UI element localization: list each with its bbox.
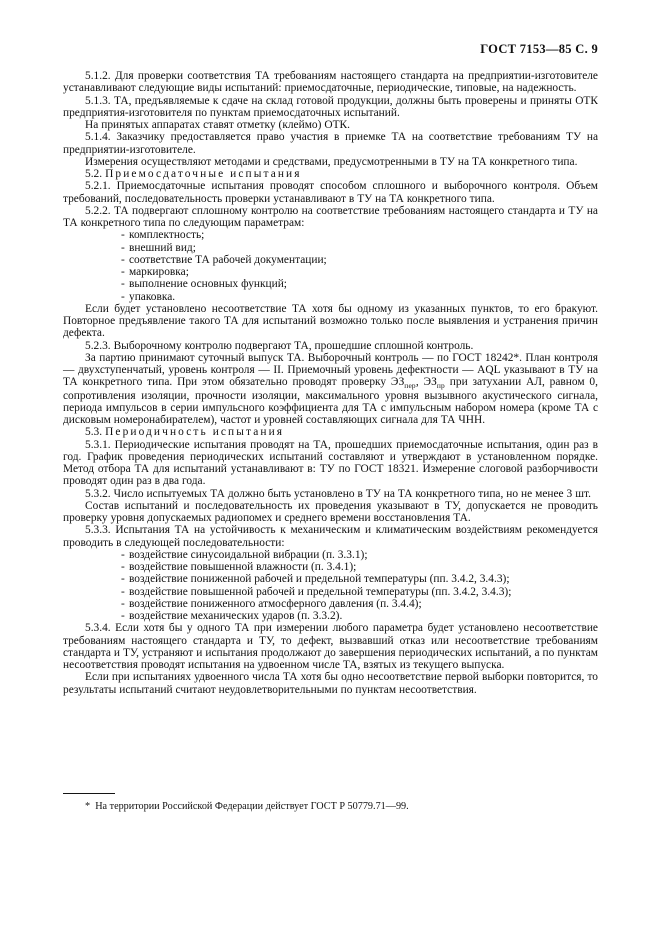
paragraph-5-1-3-note: На принятых аппаратах ставят отметку (клеймо) ОТК. — [85, 119, 350, 131]
list-item — [63, 586, 598, 598]
list-item-label: воздействие синусоидальной вибрации (п. 3.3.1); — [129, 548, 368, 561]
paragraph-text-part-1: За партию принимают суточный выпуск ТА. Выборочный контроль — по ГОСТ 18242*. План контроля — двухступенчатый, уровень контроля — II. Приемочный уровень дефектности — AQL указывают в ТУ на ТА конкретного типа. При этом обязательно проводят проверку ЭЗ — [63, 351, 598, 389]
list-dash-marker: - — [121, 585, 125, 598]
list-dash-marker: - — [121, 229, 125, 242]
paragraph-5-1-2: 5.1.2. Для проверки соответствия ТА требованиям настоящего стандарта на предприятии-изготовителе устанавливают следующие виды испытаний: приемосдаточные, периодические, типовые, на надежность. — [63, 70, 598, 95]
page-body — [63, 70, 598, 696]
section-heading-5-2 — [63, 168, 598, 180]
footnote-separator-rule — [63, 793, 115, 794]
footnote-block — [63, 793, 598, 813]
list-item — [63, 549, 598, 561]
footnote-marker: * — [85, 801, 91, 812]
running-header: ГОСТ 7153—85 С. 9 — [480, 42, 598, 56]
paragraph-5-3-2: 5.3.2. Число испытуемых ТА должно быть установлено в ТУ на ТА конкретного типа, но не менее 3 шт. — [85, 487, 591, 500]
list-dash-marker: - — [121, 597, 125, 610]
list-item — [63, 573, 598, 585]
list-dash-marker: - — [121, 241, 125, 254]
list-item-label: маркировка; — [129, 266, 189, 278]
subscript-pr: пр — [436, 380, 445, 390]
section-number-5-3: 5.3. — [85, 426, 103, 439]
list-item-label: внешний вид; — [129, 241, 196, 254]
list-item — [63, 266, 598, 278]
list-item-label: воздействие повышенной влажности (п. 3.4.1); — [129, 561, 357, 573]
paragraph-5-3-4-note: Если при испытаниях удвоенного числа ТА хотя бы одно несоответствие первой выборки повторится, то результаты испытаний считают неудовлетворительными по пунктам несоответствия. — [63, 671, 598, 696]
list-item-label: воздействие механических ударов (п. 3.3.2). — [129, 610, 343, 622]
paragraph-5-1-3: 5.1.3. ТА, предъявляемые к сдаче на склад готовой продукции, должны быть проверены и приняты ОТК предприятия-изготовителя по пунктам приемосдаточных испытаний. — [63, 94, 598, 119]
list-item-label: упаковка. — [129, 290, 176, 303]
list-item — [63, 561, 598, 573]
section-title-5-2: Приемосдаточные испытания — [105, 168, 302, 180]
list-item-label: воздействие повышенной рабочей и предельной температуры (пп. 3.4.2, 3.4.3); — [129, 585, 512, 598]
list-item — [63, 291, 598, 303]
footnote-entry — [63, 801, 598, 813]
list-dash-marker: - — [121, 573, 125, 586]
paragraph-5-3-4: 5.3.4. Если хотя бы у одного ТА при измерении любого параметра будет установлено несоответствие требованиям настоящего стандарта и ТУ, то дефект, вызвавший отказ или несоответствие требованиям стандарта и ТУ, устраняют и испытания продолжают до завершения периодических испытаний, а по пунктам несоответствия проводят испытания на удвоенном числе ТА, взятых из текущего выпуска. — [63, 622, 598, 671]
paragraph-5-2-1: 5.2.1. Приемосдаточные испытания проводят способом сплошного и выборочного контроля. Объем требований, последовательность проверки устанавливают в ТУ на ТА конкретного типа. — [63, 180, 598, 205]
list-dash-marker: - — [121, 253, 125, 266]
list-item-label: воздействие пониженного атмосферного давления (п. 3.4.4); — [129, 597, 422, 610]
list-item-label: соответствие ТА рабочей документации; — [129, 253, 327, 266]
paragraph-5-2-2: 5.2.2. ТА подвергают сплошному контролю на соответствие требованиям настоящего стандарта и ТУ на ТА конкретного типа по следующим параметрам: — [63, 204, 598, 229]
section-title-5-3: Периодичность испытания — [105, 426, 285, 439]
parameter-list-5-2-2 — [63, 229, 598, 303]
list-item — [63, 278, 598, 290]
list-item-label: комплектность; — [129, 229, 205, 242]
list-item — [63, 610, 598, 622]
list-dash-marker: - — [121, 266, 125, 278]
list-item — [63, 229, 598, 241]
paragraph-5-2-3: 5.2.3. Выборочному контролю подвергают ТА, прошедшие сплошной контроль. — [85, 339, 474, 352]
list-item — [63, 242, 598, 254]
test-sequence-list-5-3-3 — [63, 549, 598, 623]
paragraph-5-3-1: 5.3.1. Периодические испытания проводят на ТА, прошедших приемосдаточные испытания, один раз в год. График проведения периодических испытаний составляют и утверждают в установленном порядке. Метод отбора ТА для испытаний устанавливают в: ТУ по ГОСТ 18321. Измерение слоговой разборчивости проводят один раз в два года. — [63, 438, 598, 488]
list-item — [63, 598, 598, 610]
list-item — [63, 254, 598, 266]
paragraph-5-1-4-note: Измерения осуществляют методами и средствами, предусмотренными в ТУ на ТА конкретного типа. — [85, 155, 578, 168]
list-dash-marker: - — [121, 278, 125, 291]
subscript-per: пер — [404, 380, 416, 390]
list-dash-marker: - — [121, 548, 125, 561]
paragraph-5-3-2-note: Состав испытаний и последовательность их проведения указывают в ТУ, допускается не проводить проверку уровня допускаемых радиопомех и среднего времени восстановления ТА. — [63, 499, 598, 524]
list-item-label: выполнение основных функций; — [129, 278, 287, 291]
paragraph-text-part-2: , ЭЗ — [415, 376, 437, 389]
footnote-label: На территории Российской Федерации действует ГОСТ Р 50779.71—99. — [95, 801, 409, 812]
paragraph-text-part-3: при затухании АЛ, равном 0, сопротивления изоляции, прочности изоляции, максимального уровня вызывного акустического сигнала, периода импульсов в серии импульсного коэффициента для ТА с импульсным набором номера (кроме ТА с дисковым номеронабирателем), частот и уровней составляющих сигнала для ТА ЧНН. — [63, 376, 598, 426]
section-number-5-2: 5.2. — [85, 168, 103, 180]
list-dash-marker: - — [121, 561, 125, 573]
paragraph-5-1-4: 5.1.4. Заказчику предоставляется право участия в приемке ТА на соответствие требованиям ТУ на предприятии-изготовителе. — [63, 131, 598, 156]
section-heading-5-3 — [63, 426, 598, 438]
list-dash-marker: - — [121, 290, 125, 303]
paragraph-5-2-2-note: Если будет установлено несоответствие ТА хотя бы одному из указанных пунктов, то его бракуют. Повторное предъявление такого ТА для испытаний возможно только после выявления и устранения причин дефекта. — [63, 302, 598, 340]
paragraph-5-3-3: 5.3.3. Испытания ТА на устойчивость к механическим и климатическим воздействиям рекомендуется проводить в следующей последовательности: — [63, 524, 598, 549]
list-item-label: воздействие пониженной рабочей и предельной температуры (пп. 3.4.2, 3.4.3); — [129, 573, 510, 586]
paragraph-5-2-3-note — [63, 352, 598, 427]
list-dash-marker: - — [121, 610, 125, 622]
